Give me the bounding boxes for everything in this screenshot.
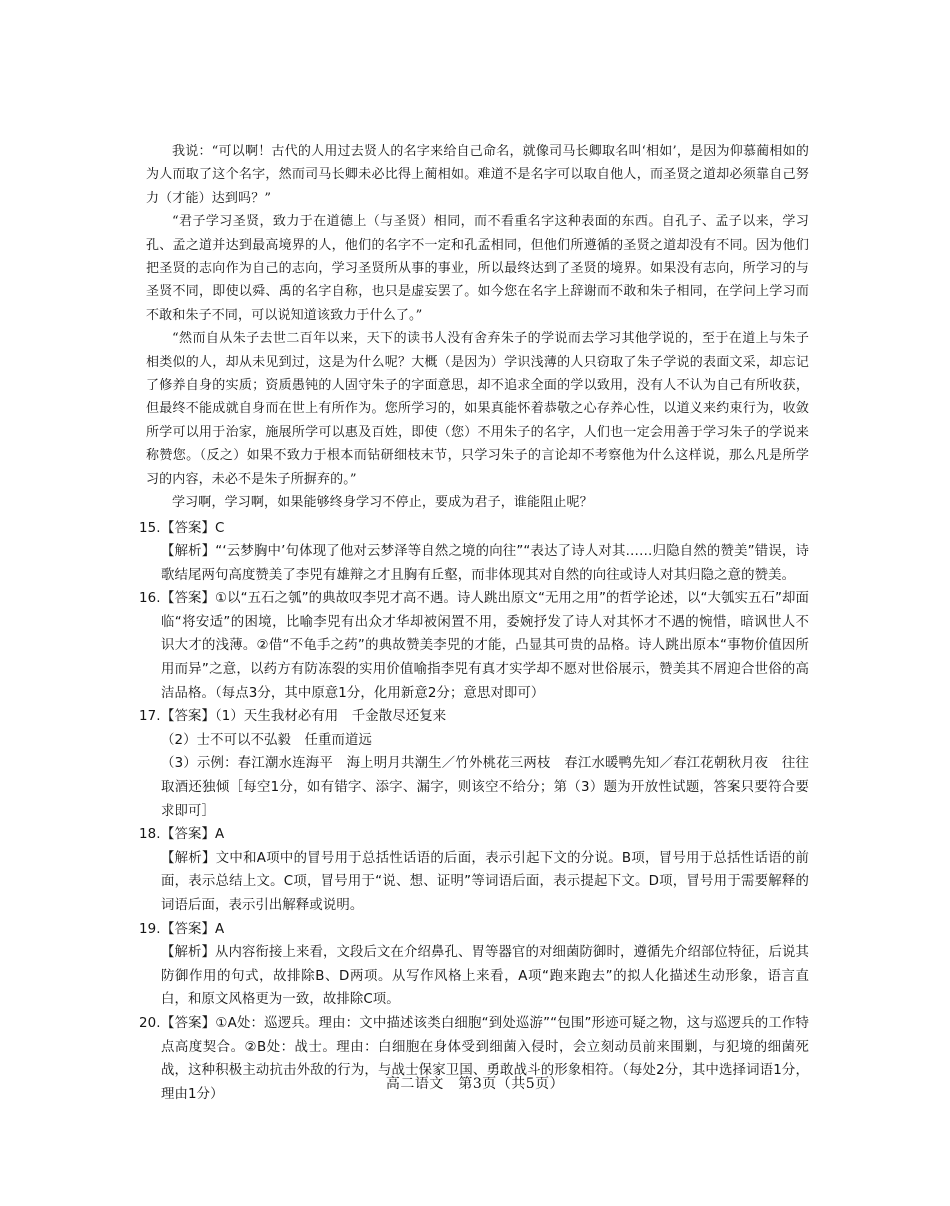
answer-line: 【答案】A bbox=[161, 827, 225, 843]
translation-paragraph: 我说：“可以啊！古代的人用过去贤人的名字来给自己命名，就像司马长卿取名叫‘相如’，是因为仰慕蔺相如的为人而取了这个名字，然而司马长卿未必比得上蔺相如。难道不是名字可以取自他人，而圣贤之道却必须靠自己努力（才能）达到吗？” bbox=[146, 144, 809, 206]
answer-item-16 bbox=[139, 587, 809, 705]
translation-paragraph: 学习啊，学习啊，如果能够终身学习不停止，要成为君子，谁能阻止呢？ bbox=[172, 495, 593, 511]
question-number: 18. bbox=[139, 827, 161, 843]
translation-paragraph: “然而自从朱子去世二百年以来，天下的读书人没有舍弃朱子的学说而去学习其他学说的，至于在道上与朱子相类似的人，却从未见到过，这是为什么呢？大概（是因为）学识浅薄的人只窃取了朱子学说的表面文采，却忘记了修养自身的实质；资质愚钝的人固守朱子的字面意思，却不追求全面的学以致用，没有人不认为自己有所收获，但最终不能成就自身而在世上有所作为。您所学习的，如果真能怀着恭敬之心存养心性，以道义来约束行为，收敛所学可以用于治家，施展所学可以惠及百姓，即使（您）不用朱子的名字，人们也一定会用善于学习朱子的学说来称赞您。（反之）如果不致力于根本而钻研细枝末节，只学习朱子的言论却不考察他为什么这样说，那么凡是所学习的内容，未必不是朱子所摒弃的。” bbox=[146, 331, 809, 487]
answer-line: （2）士不可以不弘毅 任重而道远 bbox=[161, 732, 372, 748]
question-number: 16. bbox=[139, 591, 161, 607]
answers-section bbox=[139, 517, 809, 1107]
answer-line: 【答案】①A处：巡逻兵。理由：文中描述该类白细胞“到处巡游”“包围”形迹可疑之物，这与巡逻兵的工作特点高度契合。②B处：战士。理由：白细胞在身体受到细菌入侵时，会立刻动员前来围剿，与犯境的细菌死战，这种积极主动抗击外敌的行为，与战士保家卫国、勇敢战斗的形象相符。（每处2分，其中选择词语1分，理由1分） bbox=[161, 1015, 809, 1102]
analysis-line: 【解析】文中和A项中的冒号用于总括性话语的后面，表示引起下文的分说。B项，冒号用于总括性话语的前面，表示总结上文。C项，冒号用于“说、想、证明”等词语后面，表示提起下文。D项，冒号用于需要解释的词语后面，表示引出解释或说明。 bbox=[161, 850, 809, 913]
question-number: 20. bbox=[139, 1015, 161, 1031]
answer-line: （3）示例：春江潮水连海平 海上明月共潮生／竹外桃花三两枝 春江水暖鸭先知／春江花朝秋月夜 往往取酒还独倾［每空1分，如有错字、添字、漏字，则该空不给分；第（3）题为开放性试题，答案只要符合要求即可］ bbox=[161, 756, 809, 819]
answer-item-15 bbox=[139, 517, 809, 588]
answer-line: 【答案】①以“五石之瓠”的典故叹李兕才高不遇。诗人跳出原文“无用之用”的哲学论述，以“大瓠实五石”却面临“将安适”的困境，比喻李兕有出众才华却被闲置不用，委婉抒发了诗人对其怀才不遇的惋惜，暗讽世人不识大才的浅薄。②借“不龟手之药”的典故赞美李兕的才能，凸显其可贵的品格。诗人跳出原本“事物价值因所用而异”之意，以药方有防冻裂的实用价值喻指李兕有真才实学却不愿对世俗展示，赞美其不屑迎合世俗的高洁品格。（每点3分，其中原意1分，化用新意2分；意思对即可） bbox=[161, 591, 809, 701]
answer-item-17 bbox=[139, 705, 809, 823]
page-content bbox=[139, 140, 809, 1106]
translation-section bbox=[146, 140, 809, 515]
page-footer: 高二语文 第3页（共5页） bbox=[385, 1076, 565, 1092]
answer-line: 【答案】（1）天生我材必有用 千金散尽还复来 bbox=[161, 709, 447, 725]
answer-item-18 bbox=[139, 823, 809, 917]
analysis-line: 【解析】从内容衔接上来看，文段后文在介绍鼻孔、胃等器官的对细菌防御时，遵循先介绍部位特征，后说其防御作用的句式，故排除B、D两项。从写作风格上来看，A项“跑来跑去”的拟人化描述生动形象，语言直白，和原文风格更为一致，故排除C项。 bbox=[161, 945, 809, 1008]
answer-line: 【答案】A bbox=[161, 921, 225, 937]
question-number: 15. bbox=[139, 520, 161, 536]
analysis-line: 【解析】“‘云梦胸中’句体现了他对云梦泽等自然之境的向往”“表达了诗人对其……归隐自然的赞美”错误，诗歌结尾两句高度赞美了李兕有雄辩之才且胸有丘壑，而非体现其对自然的向往或诗人对其归隐之意的赞美。 bbox=[161, 544, 809, 583]
question-number: 17. bbox=[139, 709, 161, 725]
answer-item-19 bbox=[139, 918, 809, 1012]
translation-paragraph: “君子学习圣贤，致力于在道德上（与圣贤）相同，而不看重名字这种表面的东西。自孔子、孟子以来，学习孔、孟之道并达到最高境界的人，他们的名字不一定和孔孟相同，但他们所遵循的圣贤之道却没有不同。因为他们把圣贤的志向作为自己的志向，学习圣贤所从事的事业，所以最终达到了圣贤的境界。如果没有志向，所学习的与圣贤不同，即使以舜、禹的名字自称，也只是虚妄罢了。如今您在名字上辞谢而不敢和朱子相同，在学问上学习而不敢和朱子不同，可以说知道该致力于什么了。” bbox=[146, 214, 809, 323]
question-number: 19. bbox=[139, 921, 161, 937]
answer-line: 【答案】C bbox=[161, 520, 225, 536]
